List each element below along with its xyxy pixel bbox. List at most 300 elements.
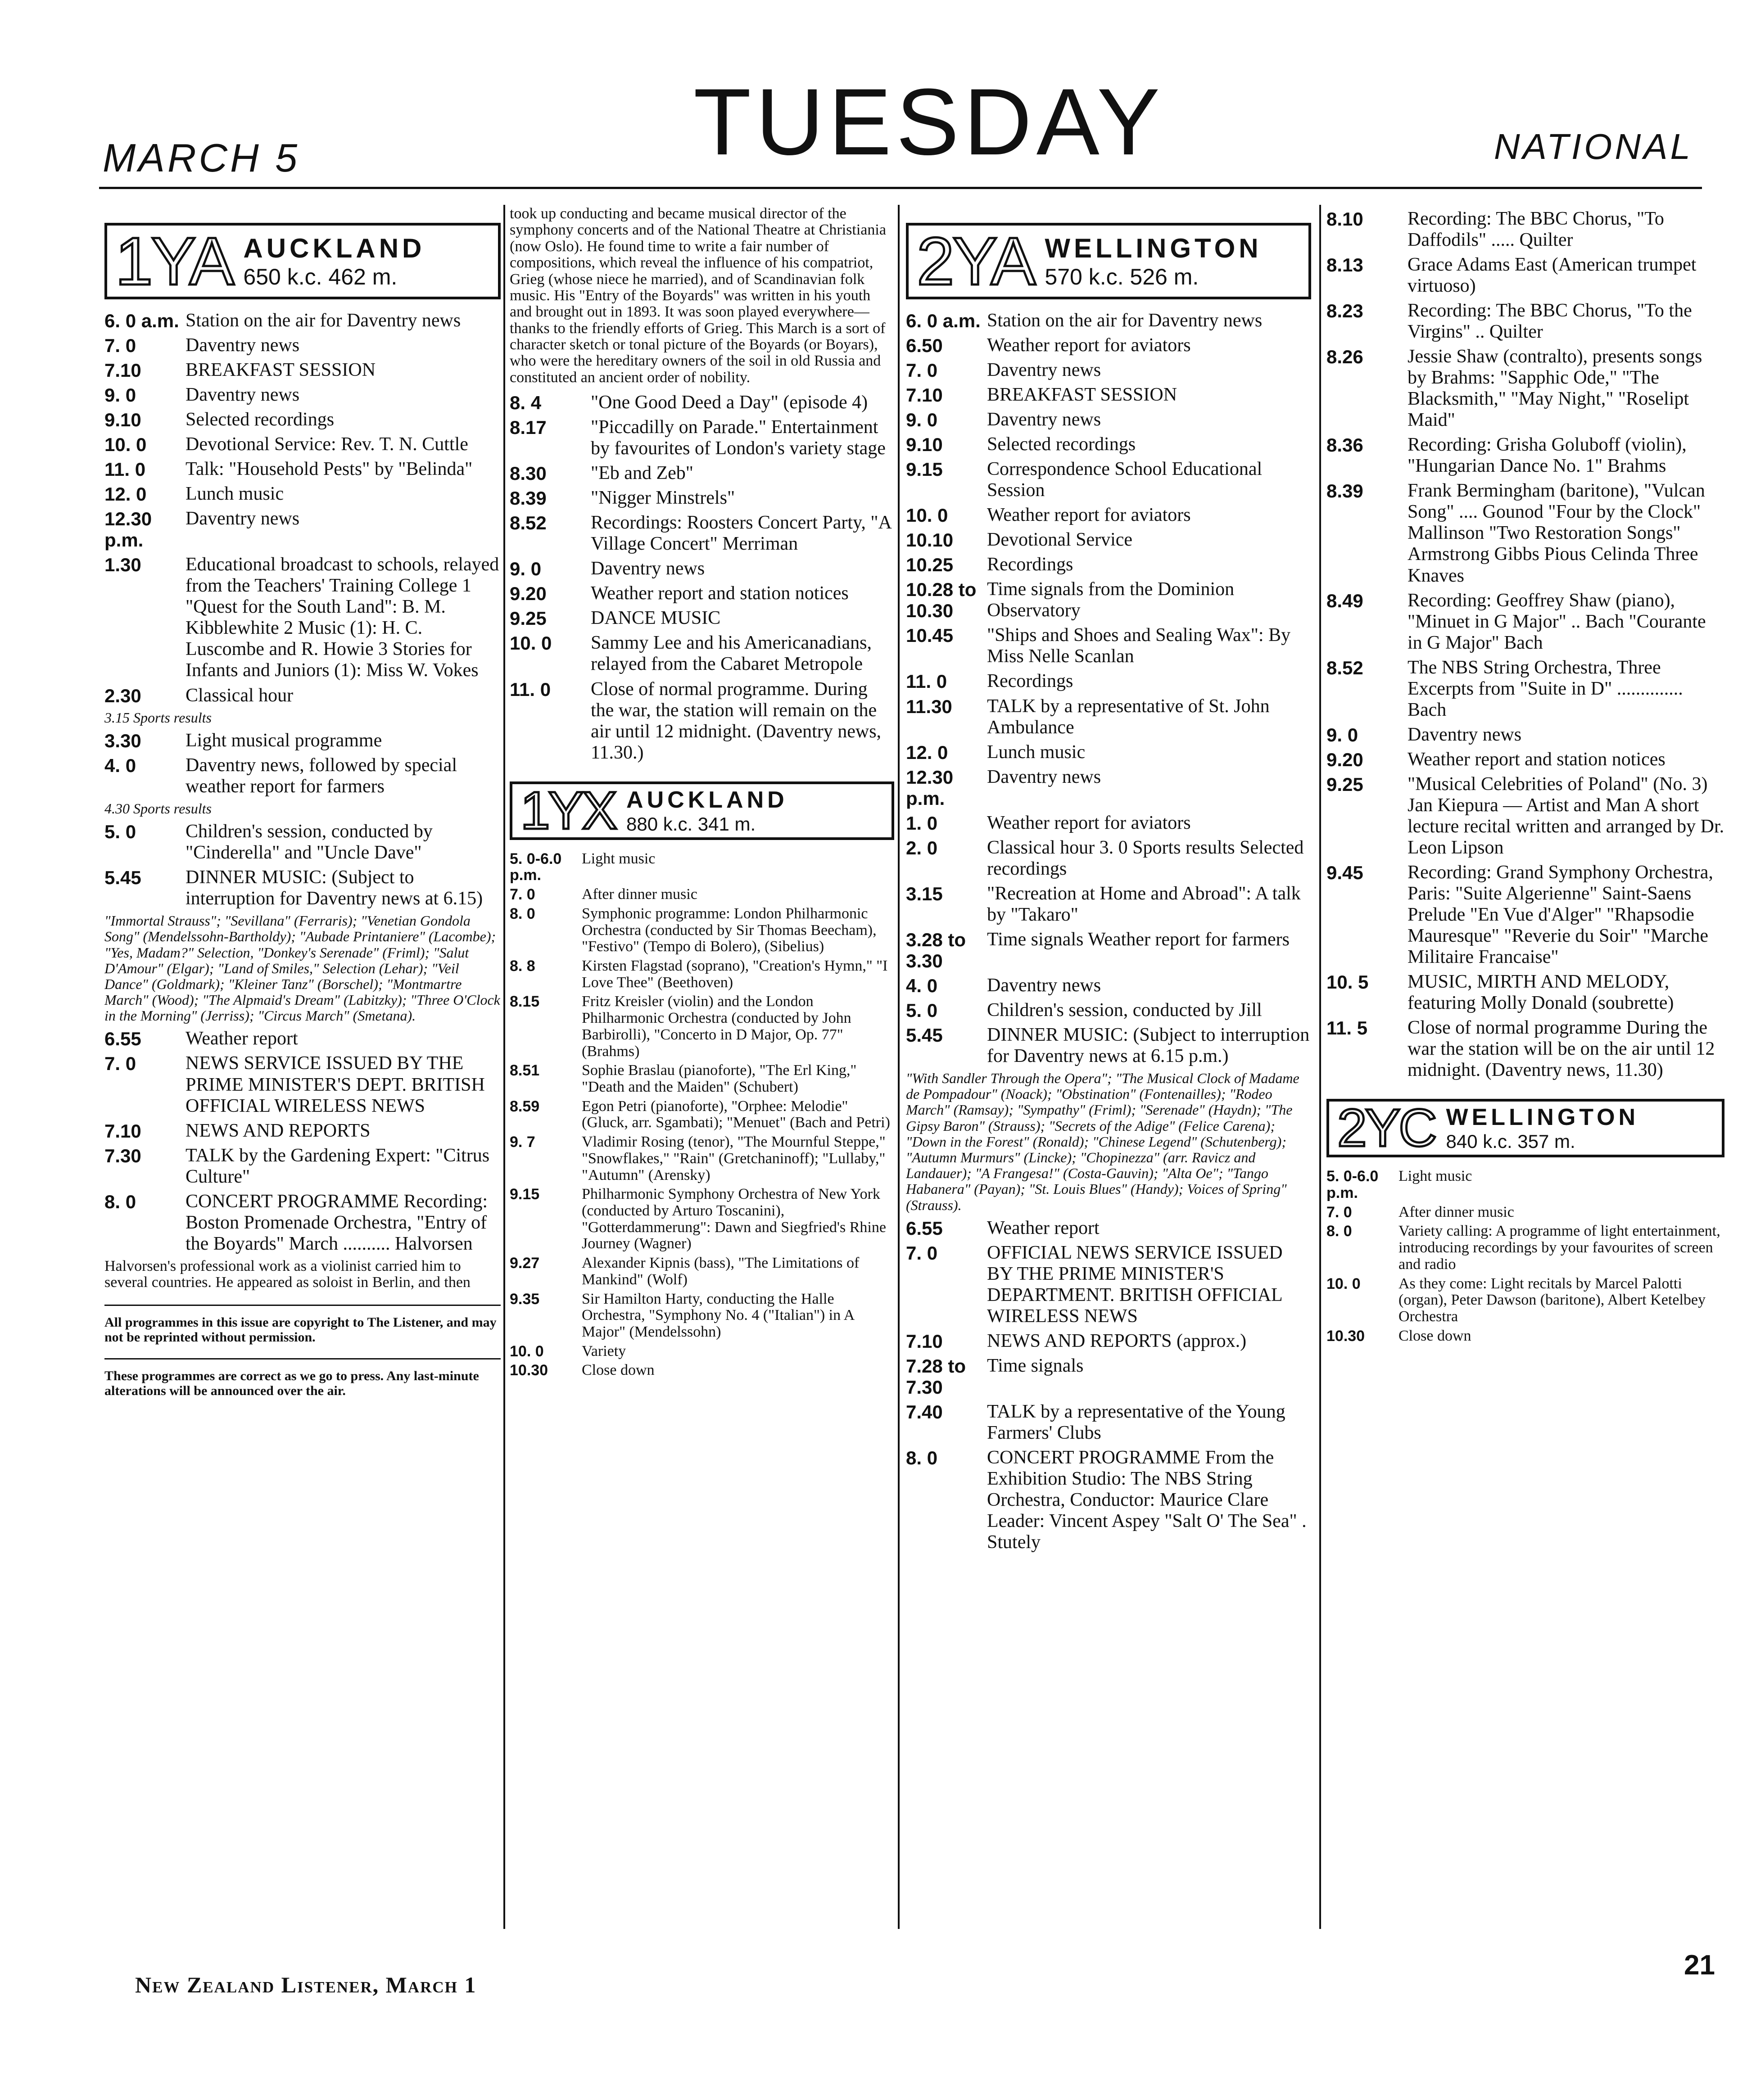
programme-time: 11. 5 <box>1326 1017 1368 1039</box>
programme-time: 12.30 p.m. <box>906 766 954 809</box>
dinner-music-list: "With Sandler Through the Opera"; "The Musical Clock of Madame de Pompadour" (Noack); "Obstination" (Fontenailles); "Rodeo March" (Ramsay); "Sympathy" (Friml); "Serenade" (Haydn); "The Gipsy Baron" (Strauss); "Secrets of the Adige" (Felice Carena); "Down in the Forest" (Ronald); "Chinese Legend" (Schutenberg); "Autumn Murmurs" (Lincke); "Chopinezza" (arr. Ravicz and Landauer); "A Frangesa!" (Costa-Gauvin); "Alta Oe"; "Tango Habanera" (Payan); "St. Louis Blues" (Handy); Voices of Spring" (Strauss). <box>906 1070 1299 1213</box>
programme-item <box>1326 590 1724 654</box>
programme-item <box>510 392 894 413</box>
programme-item <box>906 1331 1311 1352</box>
programme-item <box>906 975 1311 996</box>
programme-time: 7.30 <box>104 1145 141 1166</box>
programme-item <box>1326 208 1724 251</box>
programme-item <box>1326 1204 1724 1221</box>
programme-description: Egon Petri (pianoforte), "Orphee: Melodie" (Gluck, arr. Sgambati); "Menuet" (Bach and Petri) <box>582 1097 890 1131</box>
programme-description: MUSIC, MIRTH AND MELODY, featuring Molly Donald (soubrette) <box>1408 971 1674 1014</box>
programme-item <box>906 409 1311 430</box>
programme-description: Daventry news <box>987 975 1101 996</box>
programme-time: 7.10 <box>104 1120 141 1142</box>
dinner-music-list: "Immortal Strauss"; "Sevillana" (Ferraris); "Venetian Gondola Song" (Mendelssohn-Bartholdy); "Aubade Printaniere" (Lacombe); "Yes, Madam?" Selection, "Donkey's Serenade" (Friml); "Salut D'Amour" (Elgar); "Land of Smiles," Selection (Lehar); "Veil Dance" (Goldmark); "Kleiner Tanz" (Borschel); "Montmartre March" (Wood); "The Alpmaid's Dream" (Labitzky); "Three O'Clock in the Morning" (Jerriss); "Circus March" (Smetana). <box>104 912 500 1024</box>
programme-item <box>906 1242 1311 1327</box>
programme-time: 9.45 <box>1326 862 1363 883</box>
programme-time: 10. 0 <box>104 434 147 456</box>
programme-time: 8.17 <box>510 417 547 438</box>
programme-description: DANCE MUSIC <box>591 608 721 629</box>
programme-time: 8. 8 <box>510 957 535 975</box>
programme-description: OFFICIAL NEWS SERVICE ISSUED BY THE PRIME MINISTER'S DEPARTMENT. BRITISH OFFICIAL WIRELESS NEWS <box>987 1242 1283 1327</box>
programme-item <box>1326 724 1724 745</box>
programme-item <box>906 625 1311 667</box>
station-name: AUCKLAND <box>243 233 425 263</box>
programme-time: 2.30 <box>104 685 141 706</box>
programme-description: Children's session, conducted by Jill <box>987 999 1262 1021</box>
programme-item <box>104 409 501 430</box>
programme-item <box>510 958 894 991</box>
halvorsen-continued: took up conducting and became musical director of the symphony concerts and of the National Theatre at Christiania (now Oslo). He found time to write a fair number of compositions, which reveal the influence of his compatriot, Grieg (whose niece he married), and of Scandinavian folk music. His "Entry of the Boyards" was written in his youth and brought out in 1893. It was soon played everywhere—thanks to the friendly efforts of Grieg. This March is a sort of character sketch or tonal picture of the Boyards (or Boyars), who were the hereditary owners of the soil in old Russia and constituted an ancient order of nobility. <box>510 205 886 386</box>
programme-item <box>906 384 1311 406</box>
programme-description: Daventry news, followed by special weather report for farmers <box>186 754 457 797</box>
programme-time: 3.30 <box>104 730 141 751</box>
network-label: NATIONAL <box>1494 126 1693 167</box>
programme-time: 9.15 <box>510 1186 540 1203</box>
programme-description: NEWS AND REPORTS <box>186 1120 371 1141</box>
programme-time: 8.13 <box>1326 254 1363 276</box>
programme-time: 7. 0 <box>906 360 938 381</box>
programme-time: 9.25 <box>510 608 547 629</box>
programme-item <box>1326 971 1724 1014</box>
programme-description: TALK by a representative of St. John Ambulance <box>987 695 1270 738</box>
header-rule <box>99 187 1702 189</box>
programme-item <box>906 1218 1311 1239</box>
programme-description: Daventry news <box>987 766 1101 787</box>
programme-item <box>906 459 1311 501</box>
programme-item <box>1326 1328 1724 1345</box>
programme-item <box>510 1343 894 1360</box>
programme-item <box>104 755 501 797</box>
column-3 <box>906 205 1311 1929</box>
programme-time: 4. 0 <box>906 975 938 996</box>
programme-description: "Nigger Minstrels" <box>591 488 735 509</box>
programme-item <box>906 434 1311 455</box>
programme-item <box>906 529 1311 551</box>
sports-results-note: 3.15 Sports results <box>104 709 212 726</box>
programme-description: Symphonic programme: London Philharmonic Orchestra (conducted by Sir Thomas Beecham), "Festivo" (Tempo di Bolero), (Sibelius) <box>582 905 877 955</box>
programme-description: "Piccadilly on Parade." Entertainment by favourites of London's variety stage <box>591 417 886 459</box>
programme-item <box>1326 1223 1724 1273</box>
programme-item <box>510 1186 894 1252</box>
programme-time: 9.10 <box>104 409 141 431</box>
programme-time: 7. 0 <box>906 1242 938 1264</box>
column-1 <box>104 205 501 1929</box>
programme-time: 2. 0 <box>906 837 938 858</box>
programme-description: Daventry news <box>987 360 1101 381</box>
programme-item <box>510 512 894 555</box>
programme-item <box>104 1145 501 1188</box>
programme-description: Recording: The BBC Chorus, "To Daffodils" ..... Quilter <box>1408 208 1664 251</box>
programme-time: 5. 0 <box>906 999 938 1021</box>
programme-description: BREAKFAST SESSION <box>987 384 1177 406</box>
programme-item <box>906 767 1311 809</box>
programme-time: 9.27 <box>510 1255 540 1272</box>
programme-item <box>510 488 894 509</box>
programme-description: Daventry news <box>591 558 705 579</box>
programme-item <box>104 685 501 706</box>
programme-time: 10.10 <box>906 529 954 551</box>
programme-time: 8. 0 <box>510 905 535 922</box>
programme-description: TALK by the Gardening Expert: "Citrus Culture" <box>186 1145 490 1187</box>
column-4 <box>1319 205 1724 1929</box>
programme-item <box>510 851 894 884</box>
programme-item <box>104 554 501 681</box>
programme-item <box>1326 657 1724 721</box>
programme-item <box>510 417 894 459</box>
programme-description: Station on the air for Daventry news <box>987 310 1263 331</box>
programme-description: Close down <box>1399 1327 1471 1344</box>
programme-list <box>906 310 1311 1067</box>
station-box-2yc <box>1326 1099 1724 1157</box>
programme-item <box>104 483 501 505</box>
programme-item <box>906 310 1311 331</box>
programme-item <box>1326 1017 1724 1081</box>
programme-time: 9. 0 <box>510 558 542 580</box>
programme-description: Grace Adams East (American trumpet virtuoso) <box>1408 254 1697 297</box>
programme-time: 12. 0 <box>104 483 147 505</box>
programme-item <box>510 632 894 675</box>
programme-description: Time signals <box>987 1355 1084 1376</box>
programme-description: Recordings <box>987 671 1073 692</box>
programme-description: Station on the air for Daventry news <box>186 310 461 331</box>
programme-item <box>906 813 1311 834</box>
programme-time: 7.10 <box>906 1330 943 1352</box>
programme-time: 9.20 <box>510 583 547 605</box>
programme-item <box>104 335 501 356</box>
programme-description: Correspondence School Educational Session <box>987 459 1263 501</box>
programme-time: 5. 0 <box>104 821 136 842</box>
programme-item <box>510 1362 894 1379</box>
alterations-notice: These programmes are correct as we go to press. Any last-minute alterations will be announced over the air. <box>104 1358 501 1398</box>
programme-description: TALK by a representative of the Young Farmers' Clubs <box>987 1401 1285 1443</box>
programme-description: Lunch music <box>987 741 1086 763</box>
programme-description: Devotional Service <box>987 529 1133 551</box>
programme-time: 11.30 <box>906 695 952 717</box>
page-date: MARCH 5 <box>103 135 300 180</box>
programme-time: 8.10 <box>1326 208 1363 230</box>
programme-time: 8.52 <box>1326 657 1363 678</box>
programme-time: 9. 0 <box>104 384 136 406</box>
programme-time: 11. 0 <box>906 671 947 692</box>
programme-description: Recordings <box>987 554 1073 575</box>
programme-description: Lunch music <box>186 483 284 505</box>
station-name: WELLINGTON <box>1045 233 1262 263</box>
programme-item <box>510 463 894 484</box>
programme-time: 8.23 <box>1326 300 1363 322</box>
programme-item <box>1326 774 1724 858</box>
programme-description: Philharmonic Symphony Orchestra of New York (conducted by Arturo Toscanini), "Gotterdammerung": Dawn and Siegfried's Rhine Journey (Wagner) <box>582 1186 886 1252</box>
programme-description: Classical hour 3. 0 Sports results Selected recordings <box>987 837 1304 879</box>
programme-item <box>906 837 1311 880</box>
programme-time: 7.10 <box>104 360 141 381</box>
programme-time: 8.49 <box>1326 590 1363 611</box>
programme-item <box>104 821 501 863</box>
programme-time: 5. 0-6.0 p.m. <box>1326 1168 1379 1201</box>
programme-time: 5.45 <box>104 867 141 889</box>
programme-description: After dinner music <box>582 886 697 903</box>
programme-item <box>510 1062 894 1095</box>
programme-description: Variety <box>582 1342 626 1359</box>
station-frequency: 880 k.c. 341 m. <box>626 813 756 835</box>
programme-item <box>1326 1276 1724 1325</box>
programme-time: 9. 7 <box>510 1134 535 1151</box>
programme-time: 8.36 <box>1326 434 1363 456</box>
station-call-sign: 1YA <box>115 223 233 299</box>
programme-list-2yc <box>1326 1168 1724 1344</box>
programme-description: "One Good Deed a Day" (episode 4) <box>591 392 868 413</box>
page-number: 21 <box>1684 1950 1715 1981</box>
programme-time: 10. 0 <box>1326 1275 1361 1292</box>
programme-description: Classical hour <box>186 685 294 706</box>
page-header <box>0 0 1747 198</box>
programme-time: 9.25 <box>1326 773 1363 795</box>
programme-description: Fritz Kreisler (violin) and the London Philharmonic Orchestra (conducted by John Barbirolli), "Concerto in D Major, Op. 77" (Brahms) <box>582 993 851 1060</box>
programme-item <box>906 579 1311 621</box>
programme-description: Vladimir Rosing (tenor), "The Mournful Steppe," "Snowflakes," "Rain" (Gretchaninoff); "Lullaby," "Autumn" (Arensky) <box>582 1134 886 1183</box>
station-box-2ya <box>906 223 1311 299</box>
programme-time: 10.45 <box>906 625 954 646</box>
programme-item <box>510 679 894 763</box>
programme-time: 8. 4 <box>510 392 542 414</box>
programme-description: Jessie Shaw (contralto), presents songs by Brahms: "Sapphic Ode," "The Blacksmith," "May Night," "Roselipt Maid" <box>1408 346 1702 431</box>
programme-time: 12.30 p.m. <box>104 508 152 551</box>
programme-description: Educational broadcast to schools, relayed from the Teachers' Training College 1 "Quest for the South Land": B. M. Kibblewhite 2 Music (1): H. C. Luscombe and R. Howie 3 Stories for Infants and Juniors (1): Miss W. Vokes <box>186 554 499 681</box>
programme-item <box>1326 480 1724 586</box>
programme-time: 10. 0 <box>510 632 552 654</box>
programme-description: Light music <box>1399 1168 1472 1185</box>
station-box-1ya <box>104 223 501 299</box>
programme-time: 12. 0 <box>906 741 948 763</box>
programme-time: 5. 0-6.0 p.m. <box>510 850 562 884</box>
programme-time: 6.55 <box>104 1028 141 1050</box>
programme-description: Recording: Grisha Goluboff (violin), "Hungarian Dance No. 1" Brahms <box>1408 434 1687 477</box>
station-frequency: 570 k.c. 526 m. <box>1045 264 1199 289</box>
programme-item <box>510 994 894 1060</box>
programme-time: 9.35 <box>510 1290 540 1308</box>
programme-description: Sammy Lee and his Americanadians, relayed from the Cabaret Metropole <box>591 632 872 675</box>
programme-item <box>906 360 1311 381</box>
programme-time: 1.30 <box>104 554 141 576</box>
programme-item <box>104 459 501 480</box>
programme-item <box>906 554 1311 575</box>
programme-time: 8. 0 <box>104 1191 136 1212</box>
programme-description: "Musical Celebrities of Poland" (No. 3) Jan Kiepura — Artist and Man A short lecture recital written and arranged by Dr. Leon Lipson <box>1408 773 1724 858</box>
programme-item <box>510 1098 894 1131</box>
programme-item <box>1326 434 1724 477</box>
programme-item <box>906 696 1311 738</box>
programme-time: 8.51 <box>510 1062 540 1079</box>
programme-description: The NBS String Orchestra, Three Excerpts from "Suite in D" .............. Bach <box>1408 657 1683 720</box>
station-frequency: 650 k.c. 462 m. <box>243 264 398 289</box>
station-name: AUCKLAND <box>626 786 788 813</box>
programme-item <box>906 505 1311 526</box>
programme-time: 7. 0 <box>104 335 136 357</box>
programme-description: Recording: Grand Symphony Orchestra, Paris: "Suite Algerienne" Saint-Saens Prelude "En Vue d'Alger" "Rhapsodie Mauresque" "Reverie du Soir" "Marche Militaire Francaise" <box>1408 862 1713 968</box>
programme-description: CONCERT PROGRAMME Recording: Boston Promenade Orchestra, "Entry of the Boyards" March .......... Halvorsen <box>186 1191 488 1254</box>
programme-item <box>1326 1168 1724 1201</box>
programme-item <box>104 434 501 455</box>
programme-description: DINNER MUSIC: (Subject to interruption for Daventry news at 6.15 p.m.) <box>987 1024 1310 1066</box>
programme-time: 10.30 <box>510 1362 548 1379</box>
programme-item <box>104 360 501 381</box>
programme-item <box>906 1025 1311 1067</box>
programme-description: Weather report for aviators <box>987 812 1191 833</box>
programme-item <box>1326 749 1724 770</box>
programme-time: 10. 0 <box>510 1342 544 1360</box>
column-2 <box>503 205 900 1929</box>
programme-time: 7. 0 <box>1326 1203 1352 1221</box>
programme-item <box>104 867 501 909</box>
programme-description: Kirsten Flagstad (soprano), "Creation's Hymn," "I Love Thee" (Beethoven) <box>582 957 888 991</box>
programme-item <box>510 1291 894 1341</box>
programme-time: 10.25 <box>906 554 954 576</box>
programme-description: Weather report <box>186 1028 298 1049</box>
programme-time: 8. 0 <box>1326 1223 1352 1240</box>
programme-item <box>104 1120 501 1142</box>
station-call-sign: 2YC <box>1337 1098 1435 1158</box>
programme-item <box>510 608 894 629</box>
programme-item <box>510 583 894 604</box>
programme-time: 9. 0 <box>1326 724 1358 745</box>
programme-description: Daventry news <box>186 508 300 529</box>
station-call-sign: 2YA <box>917 223 1034 299</box>
programme-description: Daventry news <box>186 335 300 356</box>
programme-list <box>104 310 501 1398</box>
programme-time: 9. 0 <box>906 409 938 431</box>
programme-description: Weather report <box>987 1217 1100 1238</box>
programme-item <box>510 886 894 903</box>
station-box-1yx <box>510 781 894 840</box>
programme-time: 10.28 to 10.30 <box>906 579 977 622</box>
programme-description: Selected recordings <box>186 409 335 430</box>
programme-description: NEWS SERVICE ISSUED BY THE PRIME MINISTER'S DEPT. BRITISH OFFICIAL WIRELESS NEWS <box>186 1053 485 1116</box>
programme-description: Recordings: Roosters Concert Party, "A Village Concert" Merriman <box>591 512 891 555</box>
programme-item <box>906 1355 1311 1398</box>
programme-time: 8.39 <box>1326 480 1363 502</box>
programme-description: "Recreation at Home and Abroad": A talk by "Takaro" <box>987 883 1301 925</box>
programme-description: Time signals from the Dominion Observatory <box>987 579 1235 621</box>
programme-time: 6. 0 a.m. <box>104 310 179 331</box>
programme-item <box>1326 346 1724 431</box>
programme-item <box>104 508 501 551</box>
programme-description: Variety calling: A programme of light entertainment, introducing recordings by your favourites of screen and radio <box>1399 1223 1720 1273</box>
programme-time: 8.26 <box>1326 346 1363 368</box>
halvorsen-note: Halvorsen's professional work as a violinist carried him to several countries. He appeared as soloist in Berlin, and then <box>104 1257 471 1291</box>
programme-time: 7. 0 <box>104 1053 136 1075</box>
programme-item <box>510 906 894 955</box>
station-call-sign: 1YX <box>520 781 616 840</box>
programme-time: 6.50 <box>906 335 943 357</box>
programme-list-1yx <box>510 851 894 1379</box>
programme-item <box>906 1401 1311 1444</box>
programme-description: Devotional Service: Rev. T. N. Cuttle <box>186 434 468 455</box>
programme-item <box>906 742 1311 763</box>
station-name: WELLINGTON <box>1446 1104 1639 1131</box>
programme-description: As they come: Light recitals by Marcel Palotti (organ), Peter Dawson (baritone), Albert Ketelbey Orchestra <box>1399 1275 1706 1325</box>
programme-time: 8. 0 <box>906 1447 938 1468</box>
programme-time: 11. 0 <box>104 459 146 480</box>
programme-time: 1. 0 <box>906 812 938 834</box>
sports-results-note: 4.30 Sports results <box>104 800 212 817</box>
programme-time: 9.20 <box>1326 749 1363 770</box>
copyright-notice: All programmes in this issue are copyright to The Listener, and may not be reprinted without permission. <box>104 1305 501 1345</box>
programme-description: Daventry news <box>186 384 300 406</box>
programme-description: Daventry news <box>987 409 1101 430</box>
programme-description: "Eb and Zeb" <box>591 463 693 484</box>
programme-item <box>906 929 1311 971</box>
programme-description: DINNER MUSIC: (Subject to interruption for Daventry news at 6.15) <box>186 867 483 909</box>
programme-time: 10. 5 <box>1326 971 1369 993</box>
programme-description: Light music <box>582 850 656 867</box>
programme-item <box>104 1191 501 1255</box>
programme-item <box>510 1255 894 1288</box>
programme-description: Weather report and station notices <box>1408 749 1666 770</box>
programme-description: Close down <box>582 1362 655 1379</box>
programme-time: 7.28 to 7.30 <box>906 1355 966 1398</box>
programme-item <box>906 671 1311 692</box>
programme-item <box>104 384 501 406</box>
programme-time: 11. 0 <box>510 678 551 700</box>
programme-description: Close of normal programme During the war the station will be on the air until 12 midnight. (Daventry news, 11.30) <box>1408 1017 1715 1081</box>
programme-description: CONCERT PROGRAMME From the Exhibition Studio: The NBS String Orchestra, Conductor: Maurice Clare Leader: Vincent Aspey "Salt O' The Sea" . Stutely <box>987 1447 1307 1553</box>
programme-time: 10. 0 <box>906 505 948 526</box>
programme-time: 6.55 <box>906 1217 943 1239</box>
programme-item <box>104 310 501 331</box>
programme-item <box>1326 862 1724 968</box>
programme-description: Weather report and station notices <box>591 583 849 604</box>
programme-description: Sophie Braslau (pianoforte), "The Erl King," "Death and the Maiden" (Schubert) <box>582 1062 857 1095</box>
programme-description: Sir Hamilton Harty, conducting the Halle Orchestra, "Symphony No. 4 ("Italian") in A Major" (Mendelssohn) <box>582 1290 854 1341</box>
programme-item <box>906 1447 1311 1553</box>
programme-description: Selected recordings <box>987 434 1136 455</box>
programme-description: NEWS AND REPORTS (approx.) <box>987 1330 1247 1351</box>
programme-time: 9.10 <box>906 434 943 456</box>
programme-time: 9.15 <box>906 459 943 480</box>
programme-item <box>510 1134 894 1183</box>
programme-item <box>510 558 894 579</box>
programme-description: Time signals Weather report for farmers <box>987 929 1290 950</box>
programme-description: Talk: "Household Pests" by "Belinda" <box>186 459 473 480</box>
programme-time: 5.45 <box>906 1024 943 1046</box>
programme-item <box>906 335 1311 356</box>
programme-description: Weather report for aviators <box>987 335 1191 356</box>
programme-item <box>906 883 1311 926</box>
programme-item <box>104 1053 501 1116</box>
programme-description: Frank Bermingham (baritone), "Vulcan Song" .... Gounod "Four by the Clock" Mallinson "Two Restoration Songs" Armstrong Gibbs Pious Celinda Three Knaves <box>1408 480 1705 586</box>
programme-description: Light musical programme <box>186 730 382 751</box>
programme-time: 7.10 <box>906 384 943 406</box>
programme-description: Daventry news <box>1408 724 1522 745</box>
programme-description: Close of normal programme. During the war, the station will remain on the air until 12 midnight. (Daventry news, 11.30.) <box>591 678 882 763</box>
programme-time: 8.59 <box>510 1097 540 1115</box>
programme-description: Alexander Kipnis (bass), "The Limitations of Mankind" (Wolf) <box>582 1255 860 1288</box>
programme-time: 3.15 <box>906 883 943 904</box>
programme-time: 6. 0 a.m. <box>906 310 981 331</box>
programme-time: 7.40 <box>906 1401 943 1423</box>
programme-time: 8.39 <box>510 488 547 509</box>
programme-description: "Ships and Shoes and Sealing Wax": By Miss Nelle Scanlan <box>987 625 1291 667</box>
programme-description: After dinner music <box>1399 1203 1514 1220</box>
programme-item <box>1326 300 1724 343</box>
programme-time: 10.30 <box>1326 1327 1365 1345</box>
programme-description: BREAKFAST SESSION <box>186 360 376 381</box>
programme-time: 4. 0 <box>104 754 136 776</box>
programme-time: 8.15 <box>510 993 540 1011</box>
programme-time: 3.28 to 3.30 <box>906 929 966 971</box>
programme-item <box>104 1028 501 1049</box>
programme-item <box>1326 254 1724 297</box>
